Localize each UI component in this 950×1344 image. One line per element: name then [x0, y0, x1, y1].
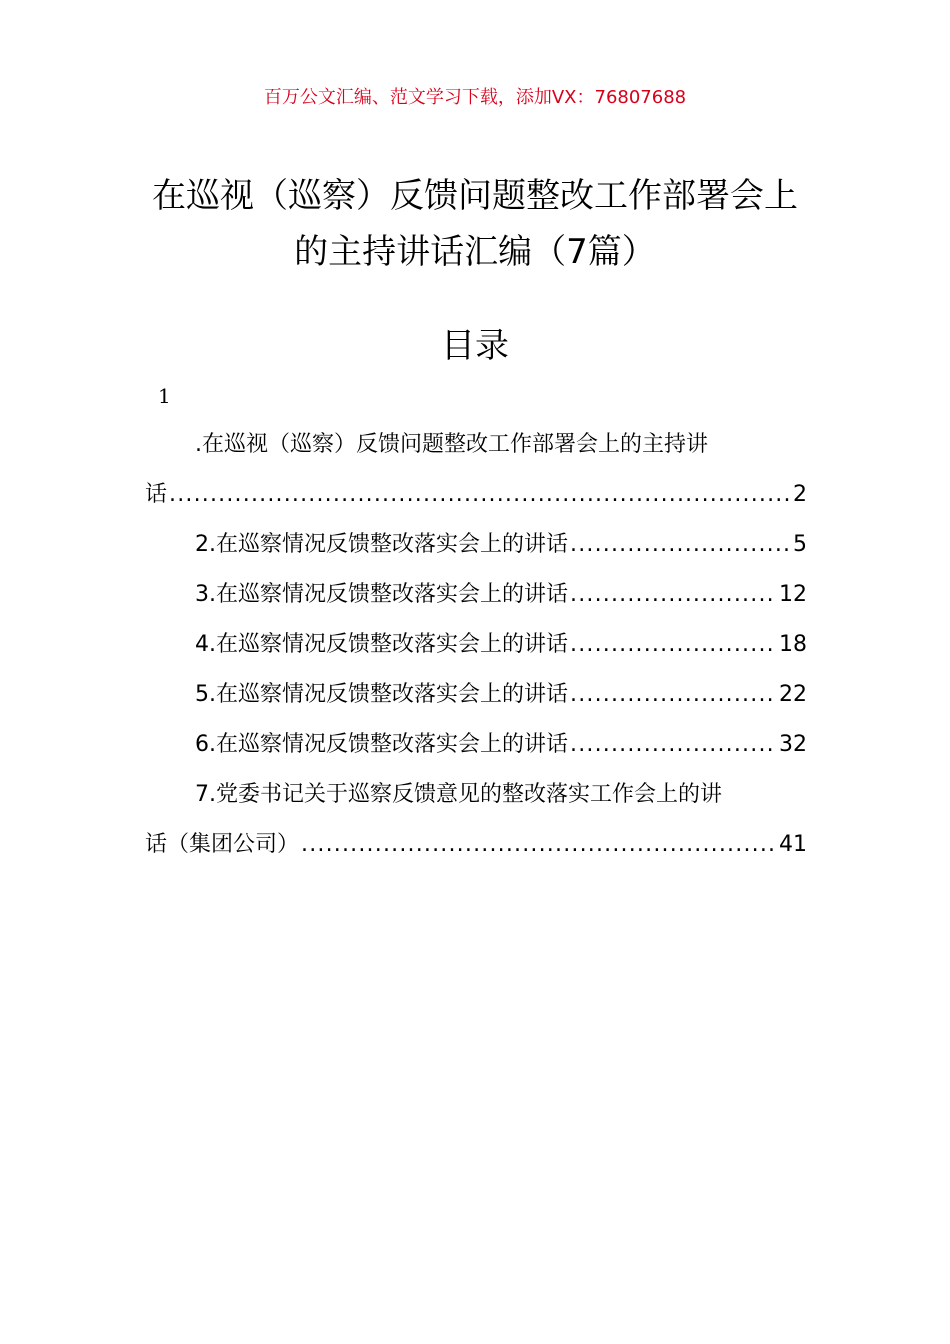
stray-page-number: 1: [158, 384, 171, 408]
toc-entry-1-page: 2: [793, 482, 807, 507]
toc-entry-4-page: 18: [779, 632, 807, 657]
toc-entry-5-text: 5.在巡察情况反馈整改落实会上的讲话: [195, 682, 568, 707]
toc-entry-2[interactable]: [145, 520, 807, 570]
toc-leader-dots: [570, 670, 777, 720]
toc-leader-dots: [301, 820, 777, 870]
toc-leader-dots: [570, 720, 777, 770]
toc-entry-2-text: 2.在巡察情况反馈整改落实会上的讲话: [195, 532, 568, 557]
toc-entry-5-page: 22: [779, 682, 807, 707]
toc-entry-6-page: 32: [779, 732, 807, 757]
toc-entry-1-line2: 话: [145, 482, 168, 507]
toc-leader-dots: [570, 570, 777, 620]
toc-entry-6-text: 6.在巡察情况反馈整改落实会上的讲话: [195, 732, 568, 757]
toc-entry-6[interactable]: [145, 720, 807, 770]
toc-entry-7-line1: 7.党委书记关于巡察反馈意见的整改落实工作会上的讲: [195, 782, 722, 807]
toc-entry-7-page: 41: [779, 832, 807, 857]
toc-entry-5[interactable]: [145, 670, 807, 720]
toc-entry-7-line2: 话（集团公司）: [145, 832, 300, 857]
header-note: 百万公文汇编、范文学习下载，添加VX：76807688: [263, 87, 687, 108]
toc-entry-3-page: 12: [779, 582, 807, 607]
toc-entry-4-text: 4.在巡察情况反馈整改落实会上的讲话: [195, 632, 568, 657]
toc-entry-3[interactable]: [145, 570, 807, 620]
toc-entry-7[interactable]: [145, 770, 807, 870]
toc-leader-dots: [169, 470, 791, 520]
toc-entry-1-line1: .在巡视（巡察）反馈问题整改工作部署会上的主持讲: [195, 432, 708, 457]
toc-entry-3-text: 3.在巡察情况反馈整改落实会上的讲话: [195, 582, 568, 607]
table-of-contents: [145, 420, 807, 870]
toc-leader-dots: [570, 520, 791, 570]
toc-heading: 目录: [441, 326, 509, 366]
toc-leader-dots: [570, 620, 777, 670]
document-title: 在巡视（巡察）反馈问题整改工作部署会上的主持讲话汇编（7篇）: [152, 176, 798, 272]
toc-entry-4[interactable]: [145, 620, 807, 670]
toc-entry-2-page: 5: [793, 532, 807, 557]
toc-entry-1[interactable]: [145, 420, 807, 520]
